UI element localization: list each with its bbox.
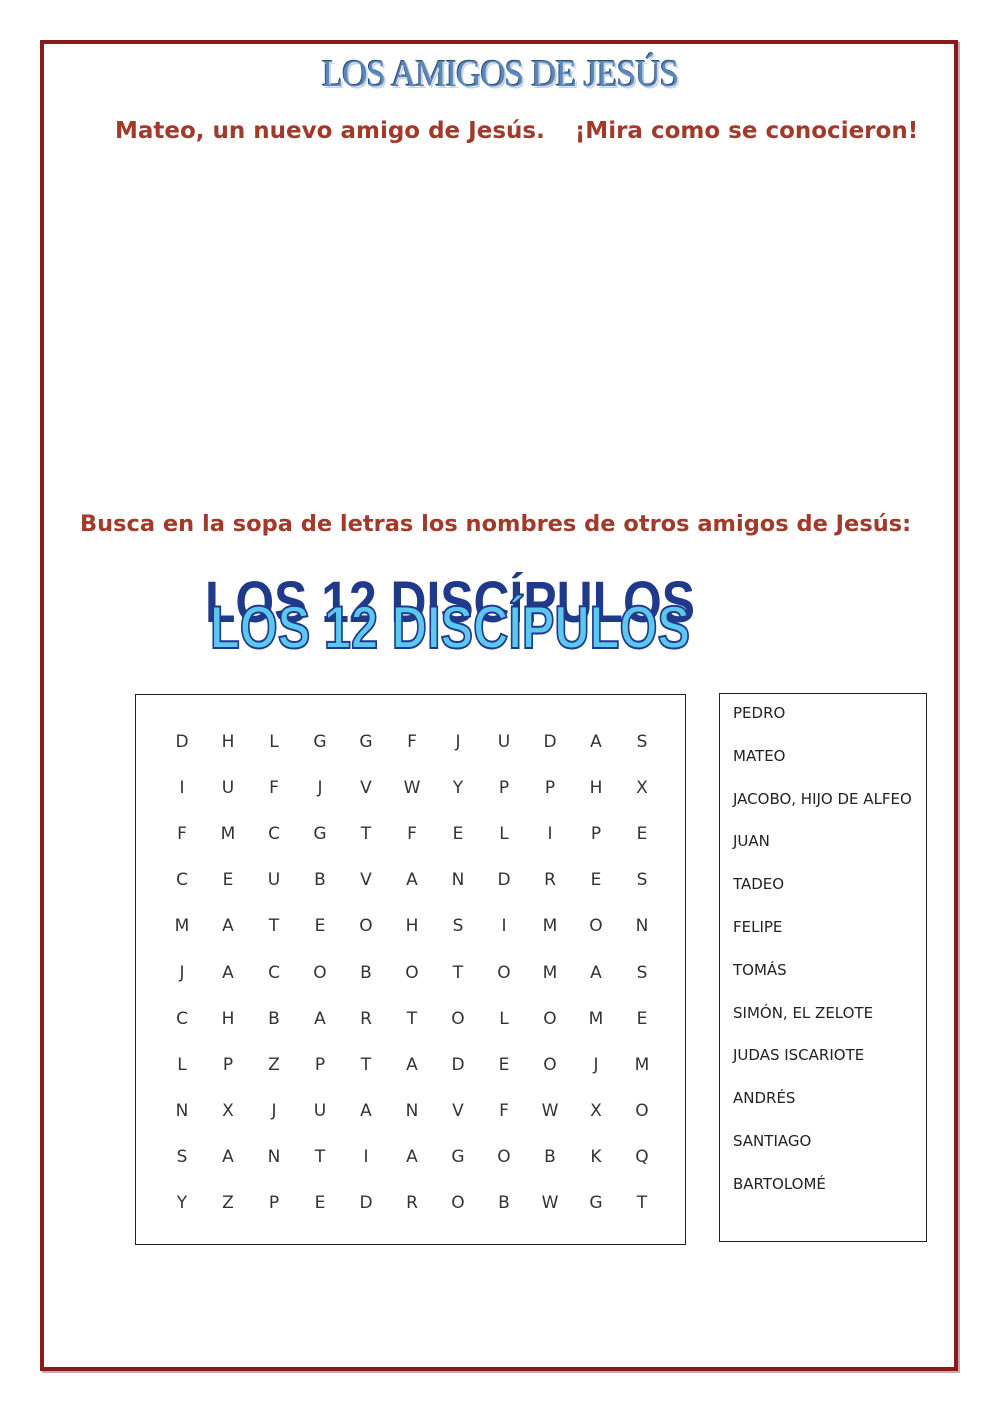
grid-letter: G xyxy=(451,1146,465,1167)
grid-letter: L xyxy=(269,732,279,752)
grid-letter: X xyxy=(636,778,648,799)
grid-letter: T xyxy=(314,1146,326,1167)
subtitle xyxy=(115,118,918,144)
grid-row xyxy=(136,1193,685,1239)
grid-letter: E xyxy=(636,824,648,845)
grid-letter: O xyxy=(451,1193,465,1213)
grid-letter: R xyxy=(406,1193,418,1213)
grid-row xyxy=(136,1009,685,1055)
grid-letter: B xyxy=(544,1146,556,1167)
grid-letter: H xyxy=(221,1008,235,1029)
grid-letter: J xyxy=(271,1100,277,1121)
grid-row xyxy=(136,1055,685,1101)
grid-letter: M xyxy=(174,916,190,937)
grid-letter: L xyxy=(177,1054,187,1075)
grid-letter: A xyxy=(222,1146,234,1167)
grid-letter: D xyxy=(497,870,511,891)
grid-row xyxy=(136,1147,685,1193)
page-title: LOS AMIGOS DE JESÚS xyxy=(321,53,679,95)
grid-letter: F xyxy=(407,824,417,845)
grid-letter: A xyxy=(406,1054,418,1075)
grid-letter: C xyxy=(176,1008,188,1029)
grid-letter: E xyxy=(636,1008,648,1029)
grid-letter: M xyxy=(220,824,236,845)
grid-row xyxy=(136,824,685,870)
grid-letter: U xyxy=(313,1100,327,1121)
grid-letter: M xyxy=(542,916,558,937)
grid-letter: A xyxy=(406,870,418,891)
grid-letter: M xyxy=(588,1008,604,1029)
grid-letter: J xyxy=(179,962,185,983)
grid-row xyxy=(136,916,685,962)
grid-letter: W xyxy=(541,1193,559,1213)
grid-letter: C xyxy=(176,870,188,891)
grid-letter: N xyxy=(267,1146,281,1167)
grid-letter: F xyxy=(407,732,417,752)
word-list-item: JACOBO, HIJO DE ALFEO xyxy=(733,789,912,808)
grid-letter: P xyxy=(498,778,510,799)
grid-letter: R xyxy=(544,870,556,891)
grid-letter: O xyxy=(543,1008,557,1029)
word-list-item: TADEO xyxy=(733,875,785,894)
grid-letter: F xyxy=(499,1100,509,1121)
word-list-item: SIMÓN, EL ZELOTE xyxy=(733,1003,874,1022)
grid-letter: G xyxy=(313,732,327,752)
grid-letter: E xyxy=(452,824,464,845)
grid-letter: S xyxy=(636,870,648,891)
grid-letter: T xyxy=(360,1054,372,1075)
grid-letter: J xyxy=(455,732,461,752)
grid-letter: A xyxy=(222,962,234,983)
grid-letter: O xyxy=(313,962,327,983)
word-list-item: MATEO xyxy=(733,746,786,765)
wordart-heading xyxy=(200,572,700,662)
grid-letter: B xyxy=(498,1193,510,1213)
grid-letter: V xyxy=(360,870,372,891)
grid-letter: S xyxy=(176,1146,188,1167)
grid-row xyxy=(136,1101,685,1147)
grid-letter: S xyxy=(452,916,464,937)
grid-letter: O xyxy=(589,916,603,937)
grid-letter: N xyxy=(635,916,649,937)
grid-letter: J xyxy=(593,1054,599,1075)
grid-letter: Y xyxy=(176,1193,188,1213)
grid-letter: Z xyxy=(222,1193,234,1213)
grid-letter: F xyxy=(177,824,187,845)
grid-letter: A xyxy=(590,962,602,983)
word-list-item: TOMÁS xyxy=(733,960,787,979)
grid-letter: E xyxy=(314,1193,326,1213)
grid-letter: N xyxy=(175,1100,189,1121)
grid-letter: E xyxy=(314,916,326,937)
grid-letter: E xyxy=(498,1054,510,1075)
grid-letter: H xyxy=(221,732,235,752)
grid-letter: H xyxy=(589,778,603,799)
grid-letter: N xyxy=(451,870,465,891)
grid-letter: D xyxy=(175,732,189,752)
grid-letter: R xyxy=(360,1008,372,1029)
grid-letter: P xyxy=(590,824,602,845)
grid-letter: G xyxy=(313,824,327,845)
subtitle-left: Mateo, un nuevo amigo de Jesús. xyxy=(115,118,545,144)
grid-letter: O xyxy=(359,916,373,937)
wordart-front: LOS 12 DISCÍPULOS xyxy=(210,594,690,661)
word-list-item: ANDRÉS xyxy=(733,1089,796,1108)
grid-letter: B xyxy=(268,1008,280,1029)
grid-row xyxy=(136,870,685,916)
grid-letter: F xyxy=(269,778,279,799)
grid-letter: O xyxy=(405,962,419,983)
instruction-text: Busca en la sopa de letras los nombres de otros amigos de Jesús: xyxy=(80,511,912,537)
grid-letter: K xyxy=(590,1146,602,1167)
grid-letter: O xyxy=(451,1008,465,1029)
grid-letter: B xyxy=(314,870,326,891)
grid-letter: J xyxy=(317,778,323,799)
word-list xyxy=(719,693,927,1242)
grid-letter: G xyxy=(589,1193,603,1213)
word-list-item: JUAN xyxy=(733,832,770,851)
grid-letter: O xyxy=(497,962,511,983)
grid-letter: T xyxy=(360,824,372,845)
grid-letter: I xyxy=(179,778,185,799)
grid-letter: X xyxy=(222,1100,234,1121)
grid-letter: Y xyxy=(452,778,464,799)
grid-letter: M xyxy=(542,962,558,983)
grid-letter: O xyxy=(497,1146,511,1167)
grid-letter: I xyxy=(501,916,507,937)
grid-letter: E xyxy=(222,870,234,891)
grid-letter: X xyxy=(590,1100,602,1121)
grid-letter: I xyxy=(547,824,553,845)
word-list-item: FELIPE xyxy=(733,918,783,936)
grid-letter: V xyxy=(360,778,372,799)
grid-letter: O xyxy=(543,1054,557,1075)
grid-letter: Q xyxy=(635,1146,649,1167)
grid-letter: Z xyxy=(268,1054,280,1075)
wordart-shadow: LOS 12 DISCÍPULOS xyxy=(205,572,695,635)
grid-letter: N xyxy=(405,1100,419,1121)
grid-letter: A xyxy=(360,1100,372,1121)
grid-letter: P xyxy=(544,778,556,799)
grid-letter: A xyxy=(222,916,234,937)
grid-letter: A xyxy=(314,1008,326,1029)
grid-letter: D xyxy=(451,1054,465,1075)
subtitle-right: ¡Mira como se conocieron! xyxy=(574,118,919,144)
grid-letter: T xyxy=(406,1008,418,1029)
grid-letter: W xyxy=(541,1100,559,1121)
grid-letter: E xyxy=(590,870,602,891)
grid-letter: D xyxy=(359,1193,373,1213)
grid-row xyxy=(136,732,685,778)
grid-letter: L xyxy=(499,1008,509,1029)
word-list-item: BARTOLOMÉ xyxy=(733,1174,826,1193)
grid-letter: U xyxy=(221,778,235,799)
grid-letter: P xyxy=(268,1193,280,1213)
grid-letter: A xyxy=(590,732,602,752)
grid-letter: I xyxy=(363,1146,369,1167)
grid-letter: O xyxy=(635,1100,649,1121)
grid-letter: T xyxy=(636,1193,648,1213)
word-search-grid xyxy=(135,694,686,1245)
grid-letter: T xyxy=(452,962,464,983)
word-list-item: JUDAS ISCARIOTE xyxy=(733,1046,865,1065)
grid-letter: P xyxy=(314,1054,326,1075)
grid-letter: U xyxy=(497,732,511,752)
grid-letter: L xyxy=(499,824,509,845)
grid-row xyxy=(136,963,685,1009)
grid-letter: P xyxy=(222,1054,234,1075)
word-list-item: SANTIAGO xyxy=(733,1132,812,1150)
grid-letter: C xyxy=(268,824,280,845)
grid-letter: S xyxy=(636,732,648,752)
grid-letter: W xyxy=(403,778,421,799)
grid-row xyxy=(136,778,685,824)
grid-letter: U xyxy=(267,870,281,891)
grid-letter: H xyxy=(405,916,419,937)
grid-letter: C xyxy=(268,962,280,983)
grid-letter: D xyxy=(543,732,557,752)
grid-letter: A xyxy=(406,1146,418,1167)
grid-letter: T xyxy=(268,916,280,937)
grid-letter: M xyxy=(634,1054,650,1075)
grid-letter: G xyxy=(359,732,373,752)
word-list-item: PEDRO xyxy=(733,704,786,722)
grid-letter: B xyxy=(360,962,372,983)
grid-letter: V xyxy=(452,1100,464,1121)
grid-letter: S xyxy=(636,962,648,983)
